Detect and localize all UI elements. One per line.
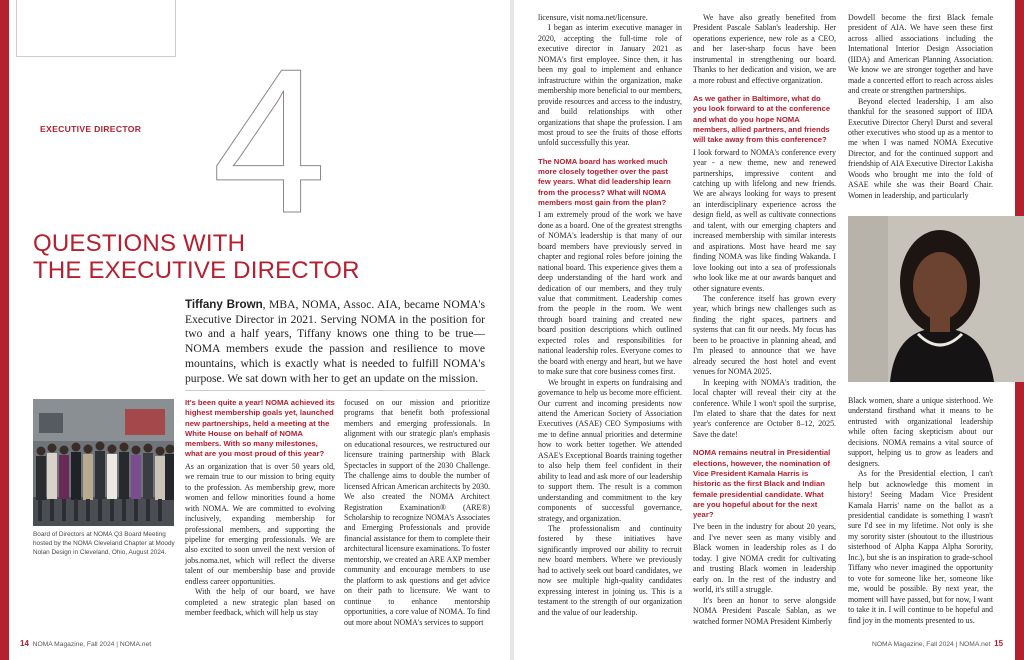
board-photo [33,399,174,526]
col4-paragraph-4: In keeping with NOMA's tradition, the local chapter will reveal their city at the conference. While I won't spoil the surprise, I'm elated to share that the dates for next year's conference are October 8–12, 2025. Save the date! [693,377,836,439]
col4-paragraph-2: I look forward to NOMA's conference every year - a new theme, new and renewed partnerships, impressive content and catching up with lifelong and new friends. We are always looking for ways to present an interdisciplinary experience across the design field, as well as cultivate connections and talent, with our emerging chapters and increased membership with similar interests and aspirations. Most have heard me say finding NOMA was like finding Wakanda. I love looking out into a sea of professionals who look like me at our awards banquet and other signature events. [693,147,836,293]
footer-right-text: NOMA Magazine, Fall 2024 | NOMA.net [872,641,991,648]
title-line-2: THE EXECUTIVE DIRECTOR [33,257,360,284]
page-number-right: 15 [994,639,1004,648]
column-3 [538,13,682,618]
portrait-photo-art [848,216,1024,382]
page-number-left: 14 [20,639,29,648]
col5-paragraph-3: Black women, share a unique sisterhood. We understand firsthand what it means to be entrusted with organizational leadership while often facing skepticism about our decisions. NOMA remains a vital source of support, helping us to grow as leaders and designers. [848,396,993,468]
title-line-1: QUESTIONS WITH [33,230,246,257]
section-label: EXECUTIVE DIRECTOR [40,124,142,134]
col3-paragraph-5: The professionalism and continuity fostered by these initiatives have significantly improved our ability to recruit new board members. Where we previously had to actively seek out board candidates, we now see multiple high-quality candidates expressing interest in joining us. This is a testament to the strength of our organization and the value of our leadership. [538,523,682,617]
col1-paragraph-2: With the help of our board, we have completed a new strategic plan based on member feedback, which will help us stay [185,587,335,618]
page-gutter [510,0,514,660]
col4-paragraph-6: It's been an honor to serve alongside NOMA President Pascale Sablan, as we watched former NOMA President Kimberly [693,595,836,626]
portrait-photo [848,216,1024,382]
col3-paragraph-2: I began as interim executive manager in 2020, accepting the full-time role of executive director in January 2021 as NOMA's first employee. Since then, it has been my goal to implement and enhance infrastructure within the organization, make membership more beneficial to our members, provide resources and access to the industry, and build relationships with other organizations that shape the profession. I am most proud to see the fruits of those efforts unfold successfully this year. [538,23,682,148]
col3-paragraph-4: We brought in experts on fundraising and governance to help us become more efficient. Our current and incoming presidents now attend the American Society of Association Executives (ASAE) CEO Symposiums with me to define annual priorities and determine how to work better together. We attended ASAE's Exceptional Boards training together to also help them feel confident in their ability to lead and ask more of our leadership to support them. The result is a common understanding and commitment to the key components of successful governance, strategy, and organization. [538,377,682,523]
col4-paragraph-1: We have also greatly benefited from President Pascale Sablan's leadership. Her operations experience, new role as a CEO, and her laser-sharp focus have been instrumental in strengthening our board. Thanks to her dedication and vision, we are a more robust and effective organization. [693,13,836,85]
footer-right [872,639,1003,648]
col1-paragraph-1: As an organization that is over 50 years old, we remain true to our mission to bring equity to the profession. As membership grew, more women and fellow minorities found a home with NOMA. We are committed to evolving inclusively, expanding membership for professional members, and supporting the pipeline for emerging professionals. We are also excited to soon unveil the next version of jobs.noma.net, which will reflect the diverse talent of our membership base and provide endless career opportunities. [185,461,335,586]
column-4 [693,13,836,627]
column-1 [185,398,335,619]
intro-name: Tiffany Brown [185,298,263,311]
question-4: NOMA remains neutral in Presidential elections, however, the nomination of Vice President Kamala Harris is historic as the first Black and Indian female presidential candidate. What are you hopeful about for the next year? [693,448,831,520]
col5-paragraph-1: Dowdell become the first Black female president of AIA. We have seen these first across allied associations including the International Interior Design Association (IIDA) and American Planning Association. We know we are stronger together and have made a concerted effort to reach across aisles and create or strengthen partnerships. [848,13,993,96]
col4-paragraph-3: The conference itself has grown every year, which brings new challenges such as finding the right spaces, partners and systems that can fit our needs. My focus has been to be proactive in planning ahead, and I'm pleased to announce that we have already secured the host hotel and event venues for NOMA 2025. [693,294,836,377]
board-photo-art [33,399,174,526]
left-edge-bar [0,0,9,660]
top-corner-box [16,0,176,57]
big-number: 4 [212,26,327,256]
question-1: It's been quite a year! NOMA achieved its highest membership goals yet, launched new partnerships, held a meeting at the White House on behalf of NOMA members. With so many milestones, what are you most proud of this year? [185,398,335,459]
col5-paragraph-4: As for the Presidential election, I can't help but acknowledge this moment in history! Seeing Madam Vice President Kamala Harris' name on the ballot as a presidential candidate is something I wasn't sure I'd see in my lifetime. Not only is she my sorority sister (shoutout to the illustrious sisterhood of Alpha Kappa Alpha Sorority, Inc.), but she is an inspiration to grade-school Tiffany who never imagined the opportunity to vote for someone like her, someone like me, would be possible. By next year, the moment will have passed, but for now, I want to take it in. I will continue to be hopeful and find joy in the moments presented to us. [848,469,993,625]
intro-rule [185,390,485,391]
footer-left [20,639,151,648]
col5-paragraph-2: Beyond elected leadership, I am also thankful for the seasoned support of IIDA Executive Director Cheryl Durst and several other executives who stood up as a mentor to me when I was named NOMA Executive Director, and for the continued support and friendship of AIA Executive Director Lakisha Woods who brought me into the fold of ASAE while she was their Board Chair. Women in leadership, and particularly [848,96,993,200]
footer-left-text: NOMA Magazine, Fall 2024 | NOMA.net [32,641,152,648]
question-2: The NOMA board has worked much more closely together over the past few years. What did leadership learn from the process? What will NOMA members most gain from the plan? [538,156,671,208]
column-5-top [848,13,993,201]
intro-text: , MBA, NOMA, Assoc. AIA, became NOMA's Executive Director in 2021. Serving NOMA in the position for two and a half years, Tiffany knows one thing to be true—NOMA members exude the passion and resilience to move mountains, which is exactly what is needed to fulfill NOMA's purpose. We sat down with her to get an update on the mission. [185,298,485,385]
col4-paragraph-5: I've been in the industry for about 20 years, and I've never seen as many visibly and Black women in leadership roles as I do today. I give NOMA credit for cultivating and trusting Black women in leadership early on. In the rest of the industry and world, it's still a struggle. [693,522,836,595]
photo-caption: Board of Directors at NOMA Q3 Board Meeting hosted by the NOMA Cleveland Chapter at Moody Nolan Design in Cleveland, Ohio, August 2024. [33,531,175,556]
col3-paragraph-3: I am extremely proud of the work we have done as a board. One of the greatest strengths of NOMA's leadership is that many of our board members have previously served in chapter and regional roles before joining the national board. This experience gives them a deep understanding of the hard work and dedication of our members, and they truly value that commitment. Leadership comes from the people in the room. We went through board training and created new board position descriptions which outlined expected roles and responsibilities for national leadership roles. Everyone comes to the board with energy and heart, but we have to make sure that core business comes first. [538,210,682,377]
question-3: As we gather in Baltimore, what do you look forward to at the conference and what do you hope NOMA members, allied partners, and friends will take away from this conference? [693,94,831,145]
column-2 [344,398,490,628]
col3-paragraph-1: licensure, visit noma.net/licensure. [538,13,648,22]
col2-paragraph-1: focused on our mission and prioritize programs that benefit both professional members and emerging professionals. In alignment with our strategic plan's emphasis on educational resources, we restructured our licensure training partnership with Black Spectacles in support of the 2030 Challenge. The challenge aims to double the number of licensed African American architects by 2030. We also created the NOMA Architect Registration Examination® (ARE®) Scholarship to recognize NOMA's Associates and Emerging Professionals and provide financial assistance for them to complete their architectural licensure examinations. To foster mentorship, we created an ARE AXP member community and encourage members to use the platform to ask questions and get advice on their path to licensure. We want to continue to enhance mentorship opportunities, a core value of NOMA. To find out more about NOMA's services to support [344,398,490,627]
intro-paragraph [185,298,485,386]
column-5-bottom [848,396,993,626]
